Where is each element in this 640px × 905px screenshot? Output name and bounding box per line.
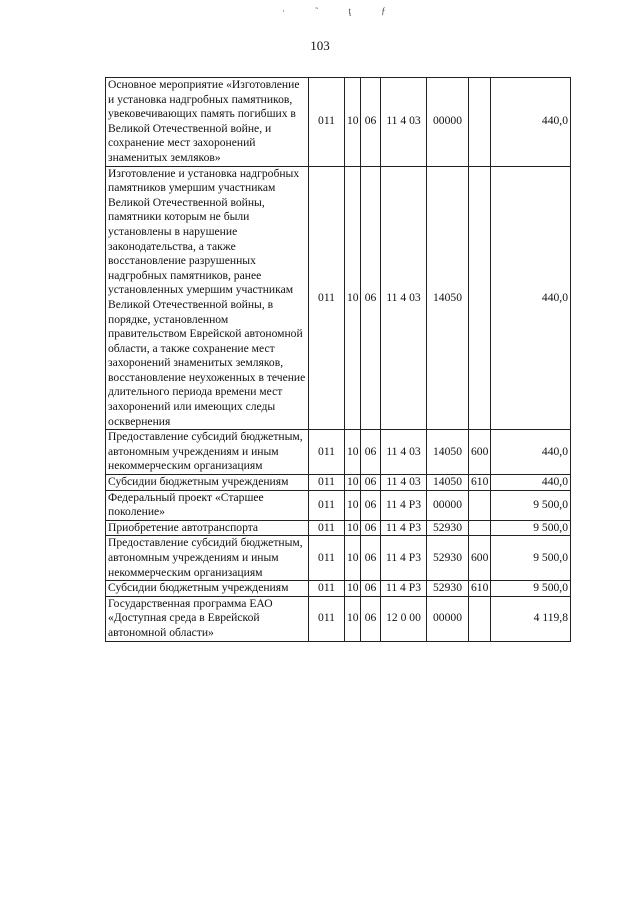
section-code-cell: 10 — [345, 166, 361, 430]
table-row — [106, 166, 571, 430]
table-row — [106, 596, 571, 641]
direction-code-cell: 52930 — [427, 581, 469, 597]
section-code-cell: 10 — [345, 596, 361, 641]
direction-code-cell: 52930 — [427, 536, 469, 581]
subsection-code-cell: 06 — [361, 536, 381, 581]
ministry-code-cell: 011 — [309, 490, 345, 520]
row-name-cell: Государственная программа ЕАО «Доступная среда в Еврейской автономной области» — [106, 596, 309, 641]
row-name-cell: Изготовление и установка надгробных памятников умершим участникам Великой Отечественной войны, памятники которым не были установлены в нарушение законодательства, а также восстановление разрушенных надгробных памятников, ранее установленных умершим участникам Великой Отечественной войны, в порядке, установленном правительством Еврейской автономной области, а также сохранение мест захоронений знаменитых земляков, восстановление неухоженных в течение длительного периода времени мест захоронений или имеющих следы осквернения — [106, 166, 309, 430]
program-code-cell: 11 4 03 — [381, 430, 427, 475]
program-code-cell: 11 4 P3 — [381, 490, 427, 520]
amount-cell: 9 500,0 — [491, 581, 571, 597]
subsection-code-cell: 06 — [361, 166, 381, 430]
direction-code-cell: 14050 — [427, 166, 469, 430]
ministry-code-cell: 011 — [309, 596, 345, 641]
row-name-cell: Федеральный проект «Старшее поколение» — [106, 490, 309, 520]
program-code-cell: 11 4 P3 — [381, 581, 427, 597]
page-number: 103 — [310, 38, 330, 53]
program-code-cell: 11 4 P3 — [381, 520, 427, 536]
program-code-cell: 11 4 03 — [381, 166, 427, 430]
expense-type-cell — [469, 520, 491, 536]
ministry-code-cell: 011 — [309, 536, 345, 581]
expense-type-cell — [469, 490, 491, 520]
expense-type-cell — [469, 78, 491, 167]
section-code-cell: 10 — [345, 430, 361, 475]
expense-type-cell: 610 — [469, 475, 491, 491]
subsection-code-cell: 06 — [361, 475, 381, 491]
amount-cell: 9 500,0 — [491, 520, 571, 536]
program-code-cell: 11 4 03 — [381, 78, 427, 167]
direction-code-cell: 14050 — [427, 475, 469, 491]
expense-type-cell: 610 — [469, 581, 491, 597]
program-code-cell: 12 0 00 — [381, 596, 427, 641]
amount-cell: 440,0 — [491, 166, 571, 430]
amount-cell: 4 119,8 — [491, 596, 571, 641]
expense-type-cell — [469, 596, 491, 641]
amount-cell: 440,0 — [491, 78, 571, 167]
section-code-cell: 10 — [345, 78, 361, 167]
table-row — [106, 78, 571, 167]
row-name-cell: Предоставление субсидий бюджетным, автономным учреждениям и иным некоммерческим организациям — [106, 536, 309, 581]
expense-type-cell — [469, 166, 491, 430]
scan-artifact-marks: · ˜ ţ ƒ — [282, 6, 400, 16]
ministry-code-cell: 011 — [309, 581, 345, 597]
ministry-code-cell: 011 — [309, 166, 345, 430]
subsection-code-cell: 06 — [361, 581, 381, 597]
section-code-cell: 10 — [345, 490, 361, 520]
ministry-code-cell: 011 — [309, 475, 345, 491]
subsection-code-cell: 06 — [361, 490, 381, 520]
table-row — [106, 475, 571, 491]
section-code-cell: 10 — [345, 475, 361, 491]
amount-cell: 9 500,0 — [491, 536, 571, 581]
subsection-code-cell: 06 — [361, 78, 381, 167]
direction-code-cell: 14050 — [427, 430, 469, 475]
ministry-code-cell: 011 — [309, 78, 345, 167]
direction-code-cell: 00000 — [427, 596, 469, 641]
expense-type-cell: 600 — [469, 536, 491, 581]
section-code-cell: 10 — [345, 520, 361, 536]
row-name-cell: Предоставление субсидий бюджетным, автономным учреждениям и иным некоммерческим организациям — [106, 430, 309, 475]
expense-type-cell: 600 — [469, 430, 491, 475]
amount-cell: 440,0 — [491, 430, 571, 475]
amount-cell: 9 500,0 — [491, 490, 571, 520]
section-code-cell: 10 — [345, 581, 361, 597]
row-name-cell: Приобретение автотранспорта — [106, 520, 309, 536]
subsection-code-cell: 06 — [361, 430, 381, 475]
amount-cell: 440,0 — [491, 475, 571, 491]
direction-code-cell: 00000 — [427, 490, 469, 520]
subsection-code-cell: 06 — [361, 596, 381, 641]
row-name-cell: Основное мероприятие «Изготовление и установка надгробных памятников, увековечивающих память погибших в Великой Отечественной войне, и сохранение мест захоронений знаменитых земляков» — [106, 78, 309, 167]
program-code-cell: 11 4 03 — [381, 475, 427, 491]
table-row — [106, 430, 571, 475]
table-row — [106, 490, 571, 520]
table-row — [106, 536, 571, 581]
row-name-cell: Субсидии бюджетным учреждениям — [106, 581, 309, 597]
direction-code-cell: 00000 — [427, 78, 469, 167]
table-row — [106, 581, 571, 597]
budget-table — [105, 77, 571, 642]
row-name-cell: Субсидии бюджетным учреждениям — [106, 475, 309, 491]
ministry-code-cell: 011 — [309, 520, 345, 536]
program-code-cell: 11 4 P3 — [381, 536, 427, 581]
subsection-code-cell: 06 — [361, 520, 381, 536]
section-code-cell: 10 — [345, 536, 361, 581]
ministry-code-cell: 011 — [309, 430, 345, 475]
direction-code-cell: 52930 — [427, 520, 469, 536]
table-row — [106, 520, 571, 536]
